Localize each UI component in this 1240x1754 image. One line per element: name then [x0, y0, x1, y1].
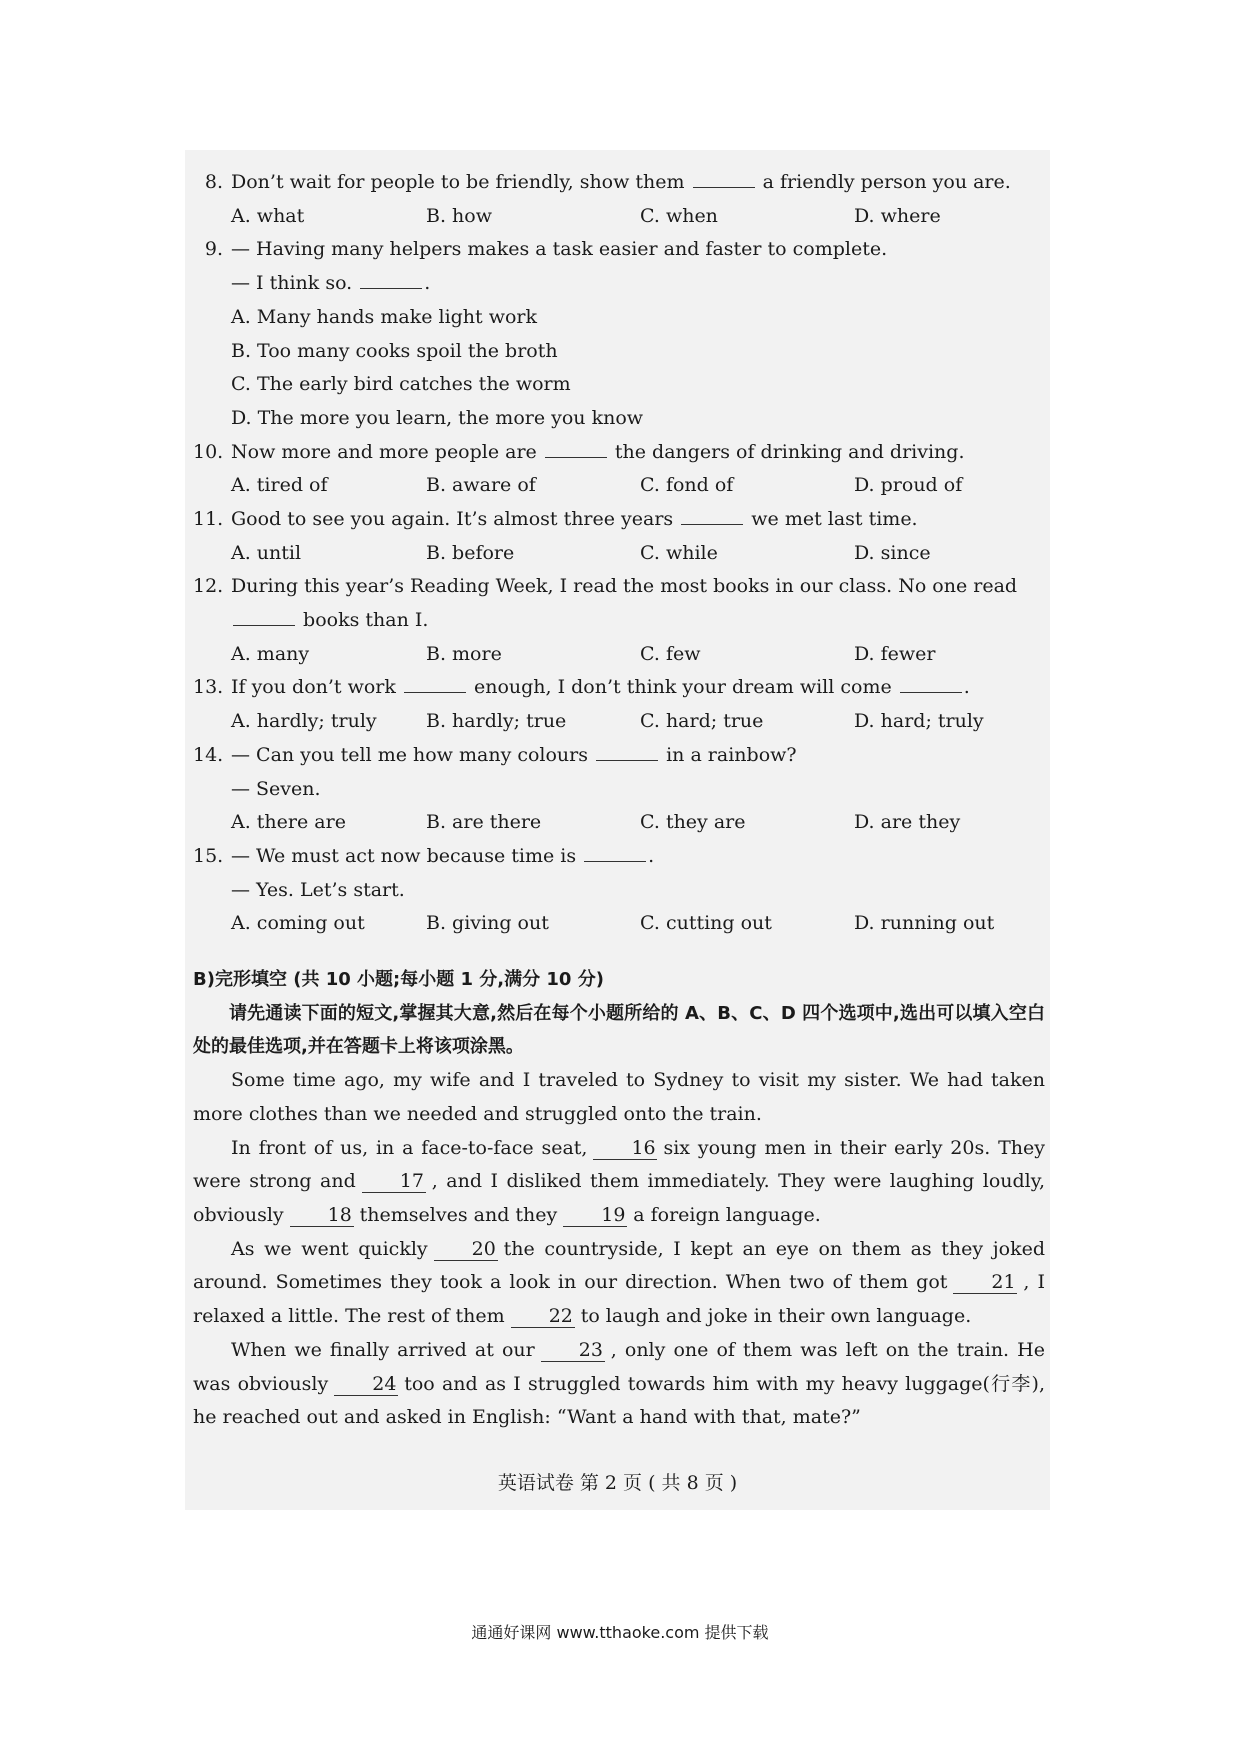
passage-text: , only one of them was left on the train. He was obviously — [193, 1338, 1045, 1395]
answer-option: A. coming out — [231, 912, 365, 935]
answer-option: B. before — [426, 541, 515, 564]
question-text — [231, 267, 1045, 301]
question-text-segment: — We must act now because time is — [231, 844, 583, 867]
question-item — [193, 570, 1045, 637]
question-text-segment: Good to see you again. It’s almost three years — [231, 508, 680, 530]
question-text-segment: — Can you tell me how many colours — [231, 743, 595, 766]
question-item — [193, 503, 1045, 537]
question-text-segment: Now more and more people are — [231, 440, 543, 463]
question-text — [231, 840, 1045, 874]
answer-option: D. running out — [854, 912, 995, 935]
question-text-segment: enough, I don’t think your dream will come — [467, 676, 898, 699]
question-item — [193, 166, 1045, 200]
answer-option: B. aware of — [426, 474, 536, 497]
question-text — [231, 166, 1045, 200]
section-b-instruction: 请先通读下面的短文,掌握其大意,然后在每个小题所给的 A、B、C、D 四个选项中,选出可以填入空白处的最佳选项,并在答题卡上将该项涂黑。 — [193, 1002, 1045, 1058]
answer-option: A. hardly; truly — [231, 710, 377, 733]
answer-option: A. there are — [231, 811, 346, 834]
answer-option: D. The more you learn, the more you know — [231, 406, 644, 429]
question-number: 9. — [204, 238, 223, 261]
answer-blank — [360, 270, 422, 289]
passage-text: to laugh and joke in their own language. — [580, 1305, 972, 1328]
passage-paragraph — [193, 1334, 1045, 1435]
answer-option: C. The early bird catches the worm — [231, 373, 571, 396]
question-text-segment: . — [648, 844, 655, 867]
question-text-segment: we met last time. — [745, 508, 918, 530]
cloze-blank: 24 — [334, 1373, 398, 1396]
answer-option: D. fewer — [854, 642, 936, 665]
answer-option: C. hard; true — [640, 710, 764, 733]
question-text-segment: — Seven. — [231, 777, 321, 800]
download-source-footer: 通通好课网 www.tthaoke.com 提供下载 — [471, 1623, 769, 1642]
cloze-blank: 18 — [290, 1204, 354, 1227]
passage-text: When we finally arrived at our — [231, 1338, 535, 1361]
answer-option: A. tired of — [231, 474, 328, 497]
answer-blank — [900, 674, 962, 693]
question-text-segment: Don’t wait for people to be friendly, show them — [231, 171, 691, 193]
answer-option: A. many — [231, 642, 310, 665]
passage-text: , and I disliked them immediately. They were laughing loudly, obviously — [193, 1170, 1045, 1226]
question-number: 10. — [193, 440, 224, 463]
options-row — [231, 705, 1045, 739]
options-row — [231, 638, 1045, 672]
answer-option: C. while — [640, 541, 718, 564]
question-item — [193, 840, 1045, 907]
question-text-segment: a friendly person you are. — [756, 171, 1011, 193]
answer-blank — [584, 843, 646, 862]
cloze-blank: 19 — [563, 1204, 627, 1227]
question-number: 14. — [193, 743, 224, 766]
answer-option: D. since — [854, 541, 931, 564]
cloze-blank: 16 — [593, 1137, 657, 1160]
answer-option: A. what — [231, 204, 305, 227]
question-text — [231, 671, 1045, 705]
answer-option: D. hard; truly — [854, 710, 984, 733]
question-text-segment: in a rainbow? — [660, 743, 797, 766]
answer-option: D. proud of — [854, 474, 963, 497]
question-item — [193, 671, 1045, 705]
passage-text: six young men in their early 20s. They were strong and — [193, 1136, 1045, 1193]
passage-text: Some time ago, my wife and I traveled to Sydney to visit my sister. We had taken more clothes than we needed and struggled onto the train. — [193, 1069, 1045, 1125]
passage-paragraph — [193, 1233, 1045, 1334]
options-row — [231, 907, 1045, 941]
question-text-segment: — Yes. Let’s start. — [231, 878, 405, 901]
question-text — [231, 233, 1045, 267]
passage-text: As we went quickly — [231, 1237, 428, 1260]
passage-text: too and as I struggled towards him with my heavy luggage(行李), he reached out and asked in English: “Want a hand with that, mate?” — [193, 1372, 1046, 1429]
question-text — [231, 570, 1045, 604]
question-text-segment: If you don’t work — [231, 676, 402, 699]
answer-blank — [681, 506, 743, 525]
answer-blank — [404, 674, 466, 693]
answer-option: D. where — [854, 204, 941, 227]
question-text — [231, 773, 1045, 807]
question-text-segment: the dangers of drinking and driving. — [608, 440, 965, 463]
passage-text: In front of us, in a face-to-face seat, — [231, 1136, 588, 1159]
question-item — [193, 233, 1045, 435]
question-number: 11. — [193, 508, 224, 530]
passage-paragraph — [193, 1132, 1045, 1233]
question-text — [231, 604, 1045, 638]
answer-option: B. giving out — [426, 912, 549, 935]
question-text — [231, 874, 1045, 908]
answer-option: B. hardly; true — [426, 710, 567, 733]
question-item — [193, 739, 1045, 806]
section-b-heading: B)完形填空 (共 10 小题;每小题 1 分,满分 10 分) — [193, 969, 604, 991]
question-item — [193, 436, 1045, 470]
question-text-segment: . — [424, 272, 431, 295]
question-number: 13. — [193, 676, 224, 699]
question-number: 15. — [193, 844, 224, 867]
question-text-segment: — I think so. — [231, 272, 359, 295]
answer-option: B. more — [426, 642, 502, 665]
answer-option: A. Many hands make light work — [231, 305, 538, 328]
answer-blank — [693, 169, 755, 188]
cloze-blank: 23 — [541, 1339, 605, 1362]
answer-option: B. Too many cooks spoil the broth — [231, 339, 558, 362]
question-text-segment: — Having many helpers makes a task easier and faster to complete. — [231, 238, 888, 261]
answer-blank — [233, 607, 295, 626]
options-row — [231, 469, 1045, 503]
question-number: 12. — [193, 575, 224, 598]
answer-blank — [545, 439, 607, 458]
options-row — [231, 806, 1045, 840]
cloze-blank: 22 — [511, 1305, 575, 1328]
exam-content — [193, 166, 1045, 1435]
page-footer: 英语试卷 第 2 页 ( 共 8 页 ) — [497, 1472, 738, 1494]
cloze-blank: 17 — [362, 1170, 426, 1193]
passage-text: , I relaxed a little. The rest of them — [193, 1271, 1045, 1328]
question-text — [231, 503, 1045, 537]
answer-option: C. they are — [640, 811, 746, 834]
question-text — [231, 739, 1045, 773]
passage-text: themselves and they — [359, 1203, 558, 1226]
passage-paragraph — [193, 1064, 1045, 1131]
answer-option: C. fond of — [640, 474, 734, 497]
options-row — [231, 200, 1045, 234]
answer-option: B. are there — [426, 811, 542, 834]
question-text-segment: . — [963, 676, 970, 699]
passage-text: the countryside, I kept an eye on them as they joked around. Sometimes they took a look in our direction. When two of them got — [193, 1237, 1045, 1294]
answer-option: A. until — [231, 541, 302, 564]
answer-blank — [596, 742, 658, 761]
question-text-segment: books than I. — [297, 609, 429, 632]
question-number: 8. — [204, 171, 223, 193]
passage-text: a foreign language. — [633, 1203, 821, 1226]
cloze-blank: 21 — [953, 1271, 1017, 1294]
answer-option: C. cutting out — [640, 912, 772, 935]
answer-option: B. how — [426, 204, 492, 227]
answer-option: D. are they — [854, 811, 961, 834]
question-text-segment: During this year’s Reading Week, I read the most books in our class. No one read — [231, 575, 1018, 598]
answer-option: C. few — [640, 642, 701, 665]
answer-option: C. when — [640, 204, 718, 227]
cloze-blank: 20 — [434, 1238, 498, 1261]
question-text — [231, 436, 1045, 470]
options-row — [231, 537, 1045, 571]
